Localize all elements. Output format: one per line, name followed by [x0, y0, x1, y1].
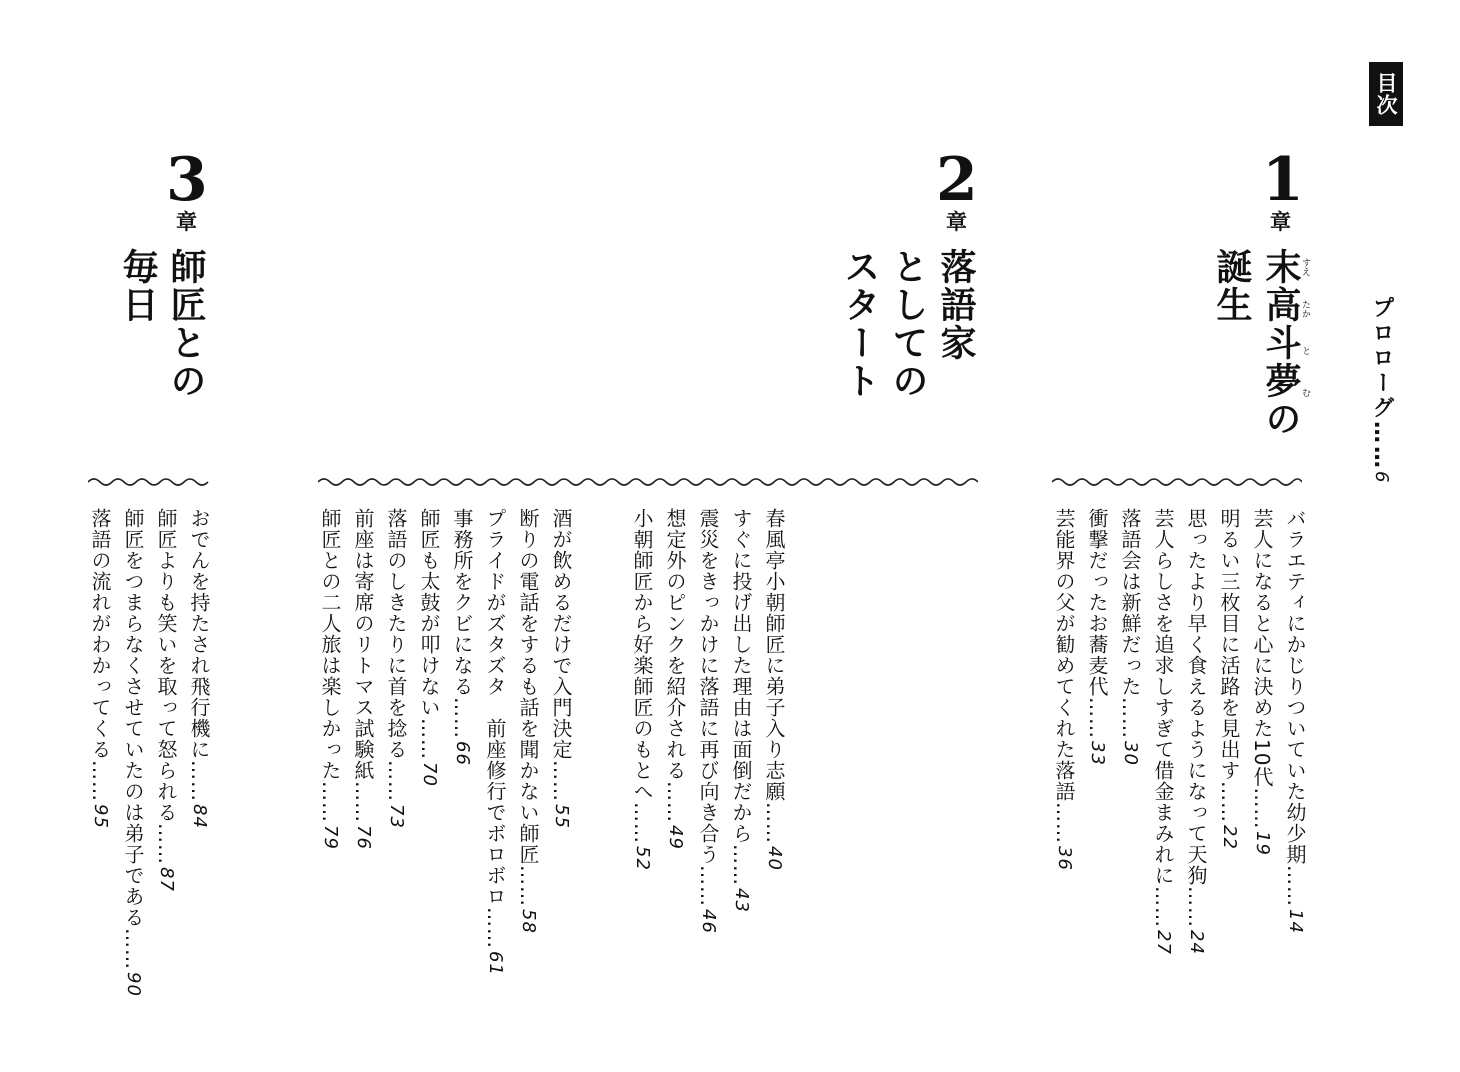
- chapter-1-divider: [1052, 474, 1302, 490]
- toc-entry[interactable]: [692, 508, 725, 976]
- chapter-3-label: 章: [176, 210, 197, 234]
- toc-entry[interactable]: [512, 508, 545, 976]
- entry-text: 芸人らしさを追求しすぎて借金まみれに……: [1151, 508, 1175, 928]
- toc-badge: 目次: [1369, 62, 1403, 126]
- entry-text: 思ったより早く食えるようになって天狗……: [1184, 508, 1208, 928]
- entry-page: 14: [1285, 909, 1306, 934]
- ruby-sue: すえ: [1300, 258, 1310, 276]
- chapter-2-entries: [314, 508, 791, 976]
- entry-page: 22: [1219, 825, 1240, 850]
- entry-text: 落語のしきたりに首を捻る……: [384, 508, 408, 802]
- chapter-3-entries: [84, 508, 216, 997]
- entry-text: 落語の流れがわかってくる……: [88, 508, 112, 802]
- entry-page: 76: [353, 825, 374, 850]
- ruby-mu: む: [1300, 388, 1310, 397]
- entry-text: 落語会は新鮮だった……: [1118, 508, 1142, 739]
- toc-entry[interactable]: [117, 508, 150, 997]
- entry-page: 49: [665, 825, 686, 850]
- entry-text: おでんを持たされ飛行機に……: [187, 508, 211, 802]
- toc-entry[interactable]: [1180, 508, 1213, 955]
- chapter-1-label: 章: [1270, 210, 1291, 234]
- toc-entry[interactable]: [1279, 508, 1312, 955]
- entry-page: 87: [156, 867, 177, 892]
- entry-text: 酒が飲めるだけで入門決定……: [549, 508, 573, 802]
- entry-text: 芸人になると心に決めた10代……: [1250, 508, 1274, 830]
- toc-entry[interactable]: [183, 508, 216, 997]
- toc-entry[interactable]: [1081, 508, 1114, 955]
- ruby-taka: たか: [1300, 300, 1310, 318]
- toc-entry[interactable]: [626, 508, 659, 976]
- entry-page: 27: [1153, 930, 1174, 955]
- toc-entry[interactable]: [545, 508, 578, 976]
- toc-entry[interactable]: [659, 508, 692, 976]
- entry-page: 90: [123, 972, 144, 997]
- entry-page: 73: [386, 804, 407, 829]
- chapter-2-label: 章: [946, 210, 967, 234]
- chapter-1-title-line2: 誕生: [1211, 248, 1252, 324]
- entry-text: 芸能界の父が勧めてくれた落語……: [1052, 508, 1076, 844]
- chapter-2-title-line1: 落語家: [935, 248, 976, 362]
- chapter-2-divider: [318, 474, 978, 490]
- entry-text: 断りの電話をするも話を聞かない師匠……: [516, 508, 540, 907]
- entry-text: 師匠も太鼓が叩けない……: [417, 508, 441, 760]
- entry-page: 36: [1054, 846, 1075, 871]
- entry-page: 40: [764, 846, 785, 871]
- entry-text: 前座は寄席のリトマス試験紙……: [351, 508, 375, 823]
- toc-entry[interactable]: [479, 508, 512, 976]
- entry-page: 58: [518, 909, 539, 934]
- toc-entry[interactable]: [380, 508, 413, 976]
- chapter-1-number: 1: [1262, 145, 1304, 215]
- entry-text: 想定外のピンクを紹介される……: [663, 508, 687, 823]
- prologue-entry[interactable]: [1366, 296, 1397, 485]
- chapter-2-title-line3: スタート: [839, 248, 880, 400]
- entry-page: 70: [419, 762, 440, 787]
- entry-page: 43: [731, 888, 752, 913]
- entry-page: 84: [189, 804, 210, 829]
- entry-page: 33: [1087, 741, 1108, 766]
- chapter-3-title-line2: 毎日: [117, 248, 158, 324]
- toc-entry[interactable]: [725, 508, 758, 976]
- entry-page: 95: [90, 804, 111, 829]
- toc-entry[interactable]: [1147, 508, 1180, 955]
- ruby-to: と: [1300, 346, 1310, 355]
- entry-text: 師匠との二人旅は楽しかった……: [318, 508, 342, 823]
- entry-text: 震災をきっかけに落語に再び向き合う……: [696, 508, 720, 907]
- entry-page: 61: [485, 951, 506, 976]
- entry-page: 30: [1120, 741, 1141, 766]
- entry-text: バラエティにかじりついていた幼少期……: [1283, 508, 1307, 907]
- toc-entry[interactable]: [758, 508, 791, 976]
- chapter-3-number: 3: [166, 145, 208, 215]
- chapter-1-entries: [1048, 508, 1312, 955]
- entry-text: 事務所をクビになる……: [450, 508, 474, 739]
- toc-entry[interactable]: [1048, 508, 1081, 955]
- prologue-dots: ……: [1369, 421, 1394, 471]
- entry-page: 19: [1252, 831, 1273, 857]
- entry-page: 79: [320, 825, 341, 850]
- chapter-1-title-line1: 末高斗夢の: [1260, 248, 1301, 438]
- entry-text: 明るい三枚目に活路を見出す……: [1217, 508, 1241, 823]
- toc-entry[interactable]: [1213, 508, 1246, 955]
- entry-text: 春風亭小朝師匠に弟子入り志願……: [762, 508, 786, 844]
- entry-page: 46: [698, 909, 719, 934]
- entry-page: 52: [632, 846, 653, 871]
- toc-entry[interactable]: [314, 508, 347, 976]
- toc-entry[interactable]: [1246, 508, 1279, 955]
- chapter-3-divider: [88, 474, 210, 490]
- entry-page: 24: [1186, 930, 1207, 955]
- entry-text: 衝撃だったお蕎麦代……: [1085, 508, 1109, 739]
- toc-entry[interactable]: [413, 508, 446, 976]
- toc-entry[interactable]: [1114, 508, 1147, 955]
- prologue-title: プロローグ: [1369, 296, 1394, 421]
- toc-entry[interactable]: [84, 508, 117, 997]
- toc-entry[interactable]: [446, 508, 479, 976]
- entry-text: 師匠をつまらなくさせていたのは弟子である……: [121, 508, 145, 970]
- entry-text: プライドがズタズタ 前座修行でボロボロ……: [483, 508, 507, 949]
- entry-page: 55: [551, 804, 572, 829]
- entry-page: 66: [452, 741, 473, 766]
- toc-entry[interactable]: [150, 508, 183, 997]
- toc-entry[interactable]: [347, 508, 380, 976]
- chapter-2-title-line2: としての: [887, 248, 928, 400]
- entry-text: 小朝師匠から好楽師匠のもとへ……: [630, 508, 654, 844]
- prologue-page: 6: [1371, 471, 1392, 486]
- chapter-2-number: 2: [936, 145, 978, 215]
- entry-text: すぐに投げ出した理由は面倒だから……: [729, 508, 753, 886]
- chapter-3-title-line1: 師匠との: [165, 248, 206, 400]
- entry-text: 師匠よりも笑いを取って怒られる……: [154, 508, 178, 865]
